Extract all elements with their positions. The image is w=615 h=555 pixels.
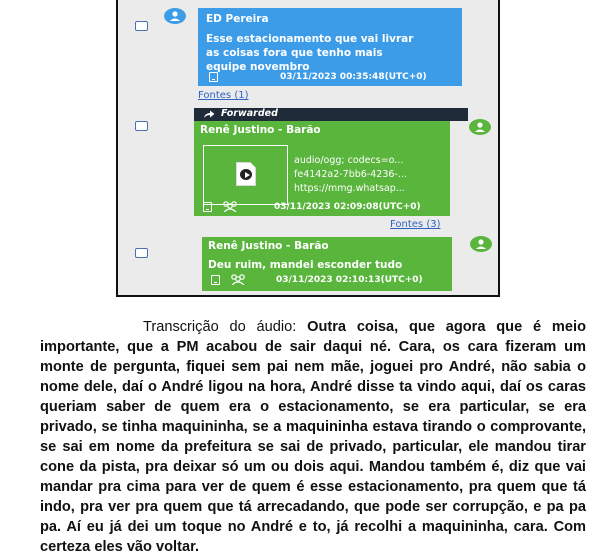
message-bubble	[198, 8, 462, 86]
forwarded-label: Forwarded	[221, 108, 278, 119]
message-text-line: Esse estacionamento que vai livrar	[206, 33, 414, 45]
message-text: Deu ruim, mandei esconder tudo	[208, 259, 403, 271]
attachment-meta: fe4142a2-7bb6-4236-...	[294, 169, 407, 180]
attachment-icon	[211, 275, 220, 285]
user-avatar-icon	[470, 236, 492, 252]
message-text-line: equipe novembro	[206, 61, 310, 73]
message-checkbox[interactable]	[135, 121, 148, 131]
message-bubble	[202, 237, 452, 291]
message-bubble	[194, 121, 450, 216]
audio-file-icon	[236, 162, 256, 186]
message-sender: Renê Justino - Barão	[208, 240, 329, 252]
transcription-text: Outra coisa, que agora que é meio importante, que a PM acabou de sair daqui né. Cara, os cara fizeram um monte de pergunta, fiquei sem pai nem mãe, joguei pro André, não sabia o nome dele, daí o André ligou na hora, André disse ta vindo aqui, daí os caras queriam saber de quem era o estacionamento, se era particular, se era privado, se tinha maquininha, se a maquininha estava tirando o comprovante, se sai em nome da prefeitura se sai de privado, particular, ele mandou tirar cone da pista, pra deixar só um ou dois aqui. Mandou também é, diz que vai mandar pra cima para ver de quem é esse estacionamento, pra quem que tá indo, pra ver pra quem que tá arrecadando, que pode ser corrupção, e pa pa pa. Aí eu já dei um toque no André e to, já recolhi a maquininha, cara. Com certeza eles vão voltar.	[40, 319, 586, 555]
message-sender: ED Pereira	[206, 13, 269, 25]
attachment-meta: audio/ogg; codecs=o...	[294, 155, 404, 166]
user-avatar-icon	[469, 119, 491, 135]
attachment-icon	[209, 72, 218, 82]
audio-transcription-paragraph	[40, 317, 586, 555]
message-checkbox[interactable]	[135, 21, 148, 31]
participants-icon	[229, 274, 247, 285]
message-timestamp: 03/11/2023 00:35:48(UTC+0)	[280, 72, 427, 82]
user-avatar-icon	[164, 8, 186, 24]
audio-attachment-thumbnail[interactable]	[203, 145, 288, 205]
message-timestamp: 03/11/2023 02:10:13(UTC+0)	[276, 275, 423, 285]
sources-link[interactable]: Fontes (1)	[198, 90, 249, 101]
transcription-label: Transcrição do áudio:	[143, 319, 308, 335]
message-text-line: as coisas fora que tenho mais	[206, 47, 383, 59]
chat-screenshot	[116, 0, 500, 297]
message-sender: Renê Justino - Barão	[200, 124, 321, 136]
forwarded-banner	[194, 108, 468, 121]
sources-link[interactable]: Fontes (3)	[390, 219, 441, 230]
message-timestamp: 03/11/2023 02:09:08(UTC+0)	[274, 202, 421, 212]
message-checkbox[interactable]	[135, 248, 148, 258]
attachment-icon	[203, 202, 212, 212]
attachment-meta: https://mmg.whatsap...	[294, 183, 405, 194]
participants-icon	[221, 201, 239, 212]
forward-arrow-icon	[203, 110, 215, 119]
